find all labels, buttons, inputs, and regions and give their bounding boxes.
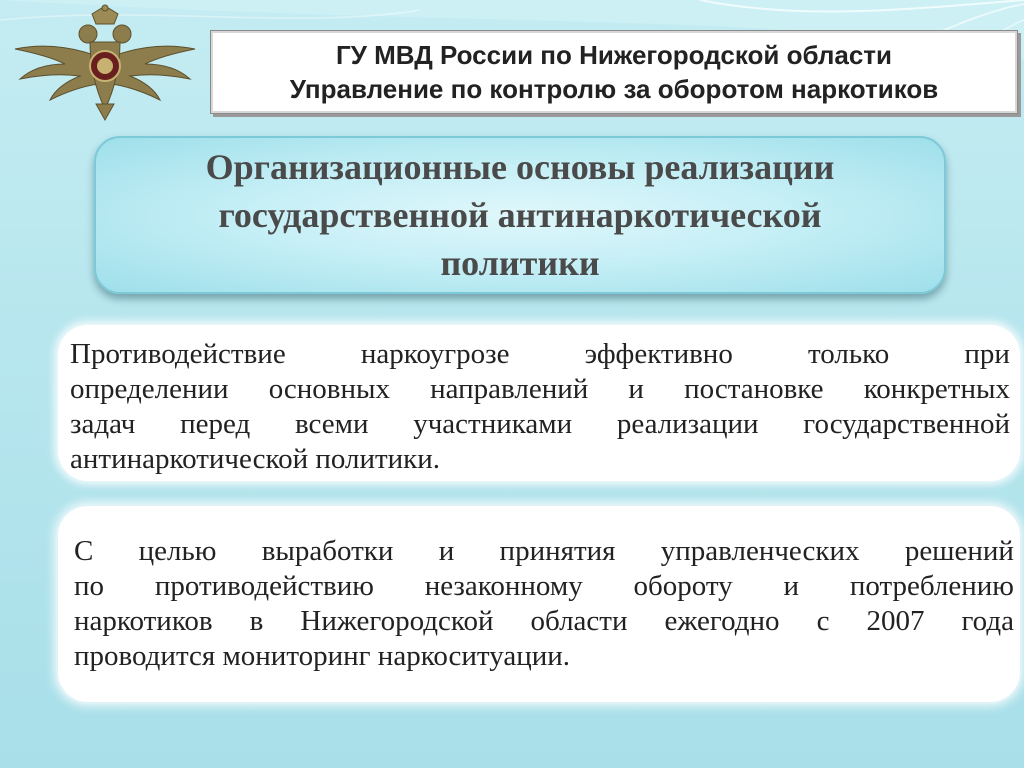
paragraph-1-line: Противодействие наркоугрозе эффективно только при — [70, 338, 1010, 370]
organization-header — [210, 30, 1018, 114]
department-name: Управление по контролю за оборотом наркотиков — [289, 74, 939, 104]
slide-title-line-3: политики — [440, 243, 600, 283]
text-panel-1 — [58, 325, 1020, 481]
paragraph-1 — [70, 337, 1010, 477]
slide-title-line-1: Организационные основы реализации — [205, 147, 835, 187]
paragraph-2-line: по противодействию незаконному обороту и потреблению — [74, 570, 1014, 602]
paragraph-2-line: проводится мониторинг наркоситуации. — [74, 640, 571, 672]
slide-title-line-2: государственной антинаркотической — [218, 195, 822, 235]
paragraph-1-line: задач перед всеми участниками реализации государственной — [70, 408, 1010, 440]
paragraph-2-line: наркотиков в Нижегородской области ежегодно с 2007 года — [74, 605, 1014, 637]
paragraph-1-line: определении основных направлений и постановке конкретных — [70, 373, 1010, 405]
slide-title-box — [94, 136, 946, 294]
paragraph-2 — [74, 534, 1014, 674]
text-panel-2 — [58, 506, 1020, 702]
paragraph-2-line: С целью выработки и принятия управленческих решений — [74, 535, 1014, 567]
paragraph-1-line: антинаркотической политики. — [70, 443, 441, 475]
organization-name: ГУ МВД России по Нижегородской области — [335, 40, 893, 70]
double-headed-eagle-emblem-icon — [10, 4, 200, 122]
